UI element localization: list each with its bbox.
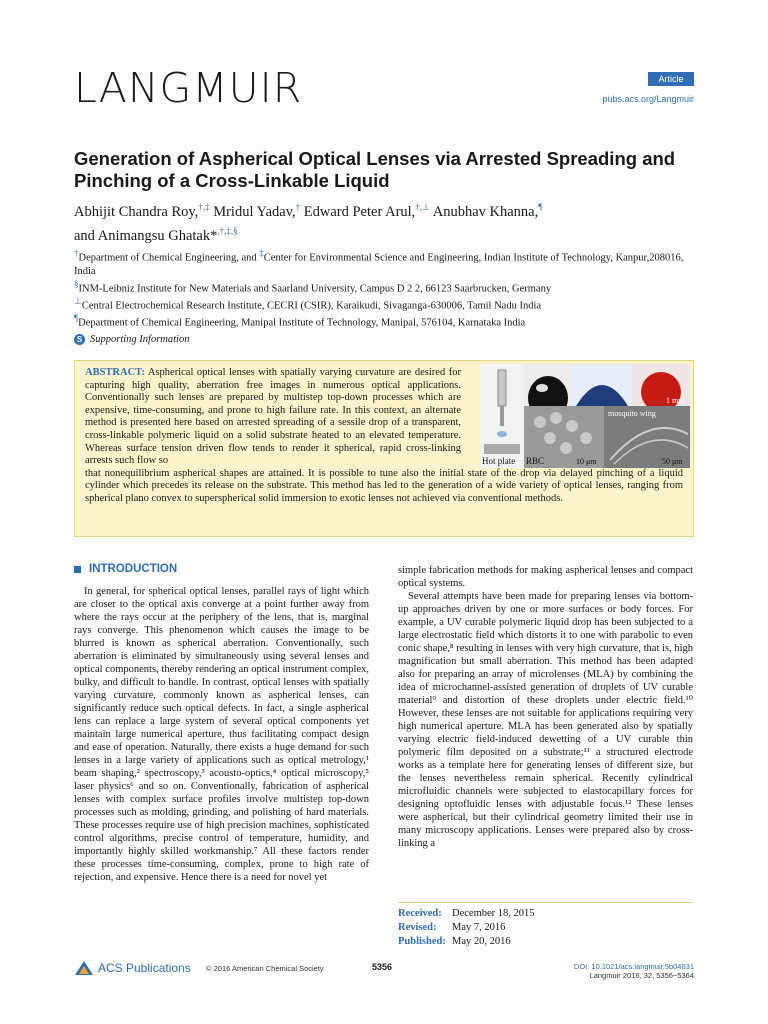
rbc-cell <box>580 432 592 444</box>
page-number: 5356 <box>372 962 393 972</box>
author-mark: †,‡ <box>198 202 210 212</box>
abstract-text-top <box>85 367 461 468</box>
author-mark: † <box>295 202 301 212</box>
body-paragraph: In general, for spherical optical lenses, parallel rays of light which are closer to the optical axis converge at a point further away from where the rays occur at the periphery of the lens, that is, marginal rays converge. This phenomenon which causes the image to be blurred is known as spherical aberration. Conventionally, such aberration is eliminated by simultaneously using several lenses and optical components, thereby rendering an optical instrument complex, bulky, and difficult to handle. In contrast, optical lenses with spatially varying curvature, commonly known as aspherical lenses, can significantly reduce such optical defects. In fact, a single aspherical lens can replace a large system of several optical components yet maintain large numerical aperture, thus facilitating compact design and ease of operation. Naturally, there exists a huge demand for such lenses in a large variety of applications such as optical metrology,¹ beam shaping,² spectroscopy,³ acousto-optics,⁴ optical microscopy,⁵ laser physics⁶ and so on. Conventionally, fabrication of aspherical lenses with complex surface profiles involve multistep top-down processes such as molding, grinding, and polishing of hard materials. These processes require use of high precision machines, sophisticated control algorithms, precise control of temperature, humidity, and importantly highly skilled workmanship.⁷ All these factors render these processes time-consuming, complex, prone to high rate of rejection, and expensive. Hence there is a need for novel yet <box>74 586 369 883</box>
copyright-notice: © 2016 American Chemical Society <box>206 964 324 973</box>
affiliation-text: Department of Chemical Engineering, Manipal Institute of Technology, Manipal, 576104, Karnataka India <box>78 317 526 329</box>
section-heading-label: INTRODUCTION <box>89 563 178 575</box>
doi-link[interactable]: DOI: 10.1021/acs.langmuir.5b04631 <box>573 962 694 971</box>
date-label: Received: <box>398 908 442 919</box>
author-mark: ,†,‡,§ <box>217 225 238 236</box>
toc-graphic-svg <box>480 364 690 468</box>
scale-label-3: 1 mm <box>666 396 685 405</box>
author-name: Anubhav Khanna, <box>432 203 539 220</box>
publication-dates <box>398 902 693 949</box>
affiliation <box>74 295 704 313</box>
rbc-cell <box>534 416 546 428</box>
affiliation-mark: ‡ <box>259 248 264 258</box>
author-name: Abhijit Chandra Roy, <box>74 203 199 220</box>
affiliation-mark: † <box>74 248 79 258</box>
abstract-label: ABSTRACT: <box>85 367 145 378</box>
date-value: May 7, 2016 <box>452 922 506 933</box>
scale-label-2: 50 μm <box>662 457 683 466</box>
date-label: Revised: <box>398 922 437 933</box>
author-list <box>74 198 704 246</box>
needle-icon <box>500 406 504 426</box>
section-marker-icon <box>74 566 81 573</box>
publisher-name: ACS Publications <box>98 961 191 975</box>
affiliation <box>74 247 704 278</box>
right-column <box>398 564 693 850</box>
hot-plate-label: Hot plate <box>482 456 516 466</box>
date-row <box>398 935 693 949</box>
date-value: December 18, 2015 <box>452 908 535 919</box>
scale-label-1: 10 μm <box>576 457 597 466</box>
author-name: and Animangsu Ghatak* <box>74 227 218 244</box>
affiliation-text: Central Electrochemical Research Institute, CECRI (CSIR), Karaikudi, Sivaganga-630006, Tamil Nadu India <box>81 300 542 312</box>
author-name: Edward Peter Arul, <box>303 203 416 220</box>
rbc-label: RBC <box>526 456 545 466</box>
supporting-info-link[interactable] <box>74 334 189 345</box>
hot-plate-icon <box>484 444 520 454</box>
affiliation <box>74 278 704 296</box>
drop-icon <box>497 431 507 437</box>
syringe-icon <box>498 370 506 406</box>
toc-graphic <box>480 364 690 468</box>
citation-block <box>574 962 694 980</box>
author-mark: ¶ <box>538 202 543 212</box>
affiliation-mark: § <box>74 279 79 289</box>
date-row <box>398 921 693 935</box>
supporting-info-icon: S <box>74 334 85 345</box>
affiliation <box>74 312 704 330</box>
body-paragraph: Several attempts have been made for preparing lenses via bottom-up approaches driven by one or more surfaces or body forces. For example, a UV curable polymeric liquid drop has been subjected to a large electrostatic field which distorts it to one with parabolic to even conic shape,⁸ resulting in lenses with very high curvature, that is, high magnification but small aberration. This method has been adapted also for preparing an array of microlenses (MLA) by combining the idea of microchannel-assisted generation of droplets of UV curable material⁹ and distortion of these droplets under electric field.¹⁰ However, these lenses are not suitable for applications requiring very high numerical aperture. MLA has been generated also by spatially varying electric field-induced dewetting of a UV curable thin polymeric film deposited on a substrate;¹¹ a structured electrode works as a template here for generating lenses of different size, but the lenses nevertheless remain spherical. Recently cylindrical microfluidic channels were subjected to elastocapillary forces for designing optofluidic lenses with adjustable focus.¹² These lenses were aspherical, but their cylindrical geometry limited their use in many microscopy applications. Lenses were prepared also by cross-linking a <box>398 591 693 849</box>
supporting-info-label: Supporting Information <box>90 334 190 345</box>
date-row <box>398 907 693 921</box>
abstract-text-bottom: that nonequilibrium aspherical shapes are attained. It is possible to tune also the initial state of the drop via delayed pinching of a liquid cylinder which precedes its release on the substrate. This method has led to the generation of a wide variety of optical lenses, ranging from spherical plano convex to superspherical solid immersion to exotic lenses not achieved via conventional methods. <box>85 467 683 504</box>
acs-publications-logo[interactable] <box>74 960 191 976</box>
date-value: May 20, 2016 <box>452 936 511 947</box>
affiliation-text: INM-Leibniz Institute for New Materials and Saarland University, Campus D 2 2, 66123 Saarbrucken, Germany <box>78 283 552 295</box>
affiliation-mark: ¶ <box>74 313 79 323</box>
article-type-badge: Article <box>648 72 694 86</box>
rbc-cell <box>560 442 572 454</box>
affiliation-text: Department of Chemical Engineering, and <box>78 252 260 264</box>
affiliation-text: Center for Environmental Science and Engineering, Indian Institute of Technology, Kanpur,208016, India <box>74 252 684 277</box>
affiliation-mark: ⊥ <box>74 296 82 306</box>
highlight <box>536 384 548 392</box>
journal-url[interactable]: pubs.acs.org/Langmuir <box>602 94 694 104</box>
journal-title: LANGMUIR <box>74 64 303 112</box>
author-name: Mridul Yadav, <box>213 203 296 220</box>
citation-text: Langmuir 2016, 32, 5356−5364 <box>589 971 694 980</box>
rbc-cell <box>566 420 578 432</box>
rbc-cell <box>544 432 556 444</box>
body-paragraph: simple fabrication methods for making aspherical lenses and compact optical systems. <box>398 565 693 589</box>
left-column <box>74 585 369 884</box>
rbc-cell <box>550 412 562 424</box>
page-footer <box>74 958 694 984</box>
paper-title: Generation of Aspherical Optical Lenses via Arrested Spreading and Pinching of a Cross-Linkable Liquid <box>74 148 676 191</box>
author-mark: †,⊥ <box>415 202 430 212</box>
section-heading-introduction <box>74 563 177 575</box>
mosquito-label: mosquito wing <box>608 409 656 418</box>
abstract-body: Aspherical optical lenses with spatially varying curvature are desired for capturing high quality, aberration free images in numerous optical applications. Conventionally such lenses are prepared by multistep top-down processes which are expensive, time-consuming, and prone to high failure rate. In this context, an alternate method is presented here based on arrested spreading of a sessile drop of a transparent, cross-linkable polymeric liquid on a solid substrate heated to an elevated temperature. Whereas surface tension driven flow tends to render it spherical, rapid cross-linking arrests such flow so <box>85 367 461 467</box>
date-label: Published: <box>398 936 446 947</box>
acs-logo-icon <box>74 960 94 976</box>
